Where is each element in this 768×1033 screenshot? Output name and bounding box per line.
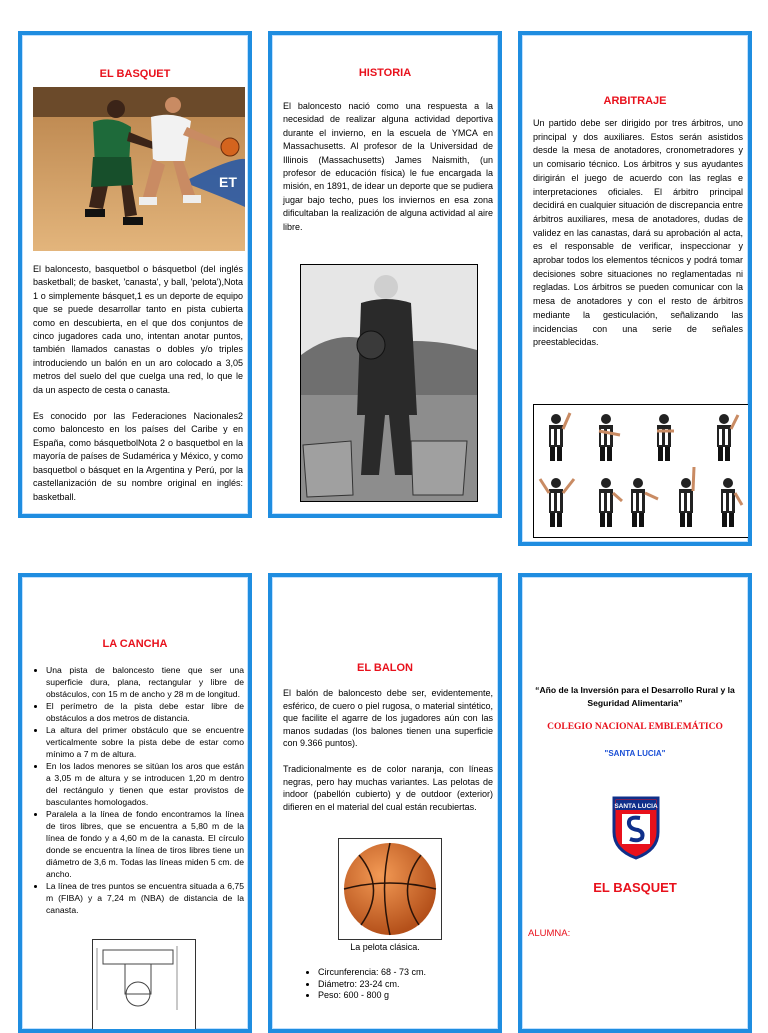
list-item: • Circunferencia: 68 - 73 cm. xyxy=(318,967,502,979)
panel-arbitraje xyxy=(518,31,752,546)
basketball-photo xyxy=(338,838,442,940)
cancha-list xyxy=(30,664,244,916)
paragraph: El balón de baloncesto debe ser, evidentemente, esférico, de cuero o piel rugosa, o material sintético, que facilite el agarre de los jugadores aún con las manos sudadas (los balones tienen una superficie con 9.366 puntos). xyxy=(283,688,493,749)
intro-text xyxy=(33,263,243,517)
court-diagram xyxy=(92,939,196,1031)
list-item: • En los lados menores se sitúan los aros que están a 3,05 m de altura y se introducen 1,20 m dentro del rectángulo y tienen que estar provistos de basculantes homologados. xyxy=(46,760,244,808)
list-item: • La línea de tres puntos se encuentra situada a 6,75 m (FIBA) y a 7,24 m (NBA) de distancia de la canasta. xyxy=(46,880,244,916)
panel-title: ARBITRAJE xyxy=(603,95,667,107)
paragraph: Un partido debe ser dirigido por tres árbitros, uno principal y dos auxiliares. Estos serán asistidos desde la mesa de anotadores, cronometradores y un comisario técnico. Los árbitros y sus ayudantes dirigirán el juego de acuerdo con las reglas e interpretaciones oficiales. El árbitro principal decidirá en cualquier situación de discrepancia entre árbitros auxiliares, mesa de anotadores, dudas de validez en las canastas, dará su aprobación al acta, es el responsable de verificar, inspeccionar y aprobar todos los elementos técnicos y podrá tomar decisiones sobre situaciones no reglamentadas ni regladas. Los árbitros se pueden comunicar con la mesa de anotadores y con el resto de árbitros mediante la gesticulación, señalizando las incidencias con una serie de señales preestablecidas. xyxy=(533,118,743,348)
panel-title: EL BASQUET xyxy=(99,68,171,80)
crest-text: SANTA LUCIA xyxy=(614,803,658,810)
ball-caption: La pelota clásica. xyxy=(350,942,420,952)
list-item: • Diámetro: 23-24 cm. xyxy=(318,979,502,991)
student-label: ALUMNA: xyxy=(528,928,571,939)
list-item: • Paralela a la línea de fondo encontramos la línea de tiros libres, que se encuentra a 5,80 m de la línea de fondo y a 4,60 m de la canasta. El círculo donde se encuentra la línea de tiros libres tiene un diámetro de 3,6 m. Todas las líneas miden 5 cm. de ancho. xyxy=(46,808,244,880)
paragraph: Tradicionalmente es de color naranja, con líneas negras, pero hay muchas variantes. Las pelotas de indoor (pabellón cubierto) y de outdoor (exterior) difieren en el material del cual están recubiertas. xyxy=(283,763,493,812)
ball-specs-list xyxy=(302,967,502,1002)
panel-title: HISTORIA xyxy=(358,67,412,79)
list-item: • Una pista de baloncesto tiene que ser una superficie dura, plana, rectangular y libre de obstáculos, con 15 m de ancho y 28 m de longitud. xyxy=(46,664,244,700)
history-text xyxy=(283,100,493,247)
panel-title: EL BALON xyxy=(356,662,414,674)
school-name: "SANTA LUCIA" xyxy=(604,749,666,758)
cancha-list-container xyxy=(30,664,244,916)
panel-cover xyxy=(518,573,752,1033)
panel-title: LA CANCHA xyxy=(102,638,168,650)
svg-text:ET: ET xyxy=(219,174,237,190)
paragraph: El baloncesto nació como una respuesta a la necesidad de realizar alguna actividad deportiva durante el invierno, en la escuela de YMCA en Massachusetts. Al profesor de la Universidad de Illinois (Massachusetts) James Naismith, (un profesor de educación física) le fue encargada la misión, en 1891, de idear un deporte que se pudiera jugar bajo techo, pues los inviernos en esa zona dificultaban la realización de alguna actividad al aire libre. xyxy=(283,101,493,232)
list-item: • Peso: 600 - 800 g xyxy=(318,990,502,1002)
panel-la-cancha xyxy=(18,573,252,1033)
arbitraje-text xyxy=(533,117,743,363)
paragraph: El baloncesto, basquetbol o básquetbol (del inglés basketball; de basket, 'canasta', y ball, 'pelota'),Nota 1 o simplemente básquet,1 es un deporte de equipo que se puede desarrollar tanto en pista cubierta como en descubierta, en el que dos conjuntos de cinco jugadores cada uno, intentan anotar puntos, también llamados canastas o dobles y/o triples introduciendo un balón en un aro colocado a 3,05 metros del suelo del que cuelga una red, lo que le da un aspecto de cesta o canasta. xyxy=(33,264,243,395)
school-crest-logo xyxy=(610,794,662,860)
list-item: • El perímetro de la pista debe estar libre de obstáculos a dos metros de distancia. xyxy=(46,700,244,724)
motto-text: “Año de la Inversión para el Desarrollo Rural y la Seguridad Alimentaria” xyxy=(535,685,735,708)
referee-signals-image xyxy=(533,404,749,538)
panel-el-balon xyxy=(268,573,502,1033)
panel-el-basquet xyxy=(18,31,252,518)
panel-historia xyxy=(268,31,502,518)
list-item: • La altura del primer obstáculo que se encuentre verticalmente sobre la pista debe de estar como mínimo a 7 m de altura. xyxy=(46,724,244,760)
basketball-players-photo xyxy=(33,87,245,251)
paragraph: Es conocido por las Federaciones Nacionales2 como baloncesto en los países del Caribe y en España, como básquetbolNota 2 o basquetbol en la mayoría de países de Sudamérica y México, y como basquetbol o básquet en la Argentina y Perú, por la castellanización de su nombre original en inglés: basketball. xyxy=(33,411,243,502)
school-label: COLEGIO NACIONAL EMBLEMÁTICO xyxy=(547,722,723,732)
balon-text xyxy=(283,687,493,826)
naismith-photo xyxy=(300,264,478,502)
cover-title: EL BASQUET xyxy=(593,880,677,895)
